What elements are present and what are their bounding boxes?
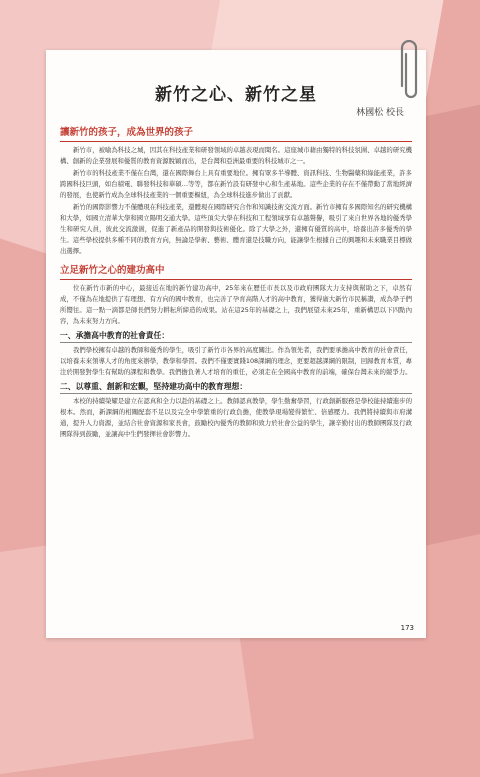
paragraph: 新竹市，被喻為科技之城，因其在科技產業和研發領域的卓越表現而聞名。這座城市藉由獨特的科技氛圍、卓越的研究機構、創新的企業發展和優質的教育資源脫穎而出，是台灣和亞洲最重要的科技城市之一。 (60, 146, 412, 165)
section-heading: 立足新竹之心的建功高中 (60, 264, 412, 280)
page-number: 173 (400, 624, 414, 632)
paragraph: 我們學校擁有卓越的教師和優秀的學生，吸引了新竹市各界的高度關注。作為領先者，我們要承擔高中教育的社會責任，以培養未來領導人才的角度來辦學，教學和學習。我們不僅要實踐108課綱的理念，更要超越課綱的限制，回歸教育本質，專注於開發對學生有幫助的課程和教學。我們擔負著人才培育的重任，必須走在全國高中教育的前端，確保台灣未來的競爭力。 (60, 346, 412, 376)
paragraph: 位在新竹市新的中心，最接近在地的新竹建功高中，25年來在歷任市長以及市政府團隊大力支持與幫助之下，卓然有成，不僅為在地提供了有理想、有方向的國中教育，也完善了孕育高階人才的高中教育，獲得廣大新竹市民稱讚，成為學子們所嚮往。這一點一滴都是師長們努力耕耘所締造的成果。站在這25年的基礎之上，我們展望未來25年，重新構思以下四點內容，為未來努力方向。 (60, 284, 412, 325)
paragraph: 本校的持續榮耀是建立在認真和全力以赴的基礎之上。教師認真教學，學生勤奮學習，行政創新服務是學校能持續進步的根本。然而，新課綱的相關配套不足以及完全中學繁重的行政負擔，使教學現場變得繁忙、倍感壓力。我們將持續與市府溝通，提升人力資源，並結合社會資源和家長會，鼓勵校內優秀的教師和致力於社會公益的學生，讓辛勤付出的教師團隊及行政團隊得到鼓勵，並讓高中生們發揮社會影響力。 (60, 397, 412, 438)
paperclip-icon (398, 40, 424, 104)
article-author: 林國松 校長 (356, 108, 404, 118)
paragraph: 新竹市的科技產業不僅在台灣，還在國際舞台上具有重要地位。擁有眾多半導體、資訊科技、生物醫藥和綠能產業，許多跨國科技巨頭，如台積電、聯發科技和華碩…等等，都在新竹設有研發中心和生產基地。這些企業的存在不僅帶動了當地經濟的發展，也使新竹成為全球科技產業的一個重要樞紐，為全球科技進步做出了貢獻。 (60, 169, 412, 199)
subsection-heading: 二、以尊重、創新和宏觀，堅持建功高中的教育理想： (60, 381, 412, 394)
section-heading: 讓新竹的孩子，成為世界的孩子 (60, 126, 412, 142)
article-body (60, 124, 412, 441)
article-page (46, 50, 426, 638)
subsection-heading: 一、承擔高中教育的社會責任： (60, 330, 412, 343)
article-title: 新竹之心、新竹之星 (155, 85, 317, 105)
paragraph: 新竹的國際影響力不僅體現在科技產業，還體現在國際研究合作和知識技術交流方面。新竹市擁有多國際知名的研究機構和大學，如國立清華大學和國立陽明交通大學。這些頂尖大學在科技和工程領域享有卓越聲譽，吸引了來自世界各地的優秀學生和研究人員，彼此交流激盪，促進了新產品的開發與技術優化。除了大學之外，還擁有優質的高中，培養出許多優秀的學生。這些學校提供多種不同的教育方向，無論是學術、藝術、體育還是技職方向，能讓學生根據自己的興趣和未來職業目標做出選擇。 (60, 203, 412, 255)
